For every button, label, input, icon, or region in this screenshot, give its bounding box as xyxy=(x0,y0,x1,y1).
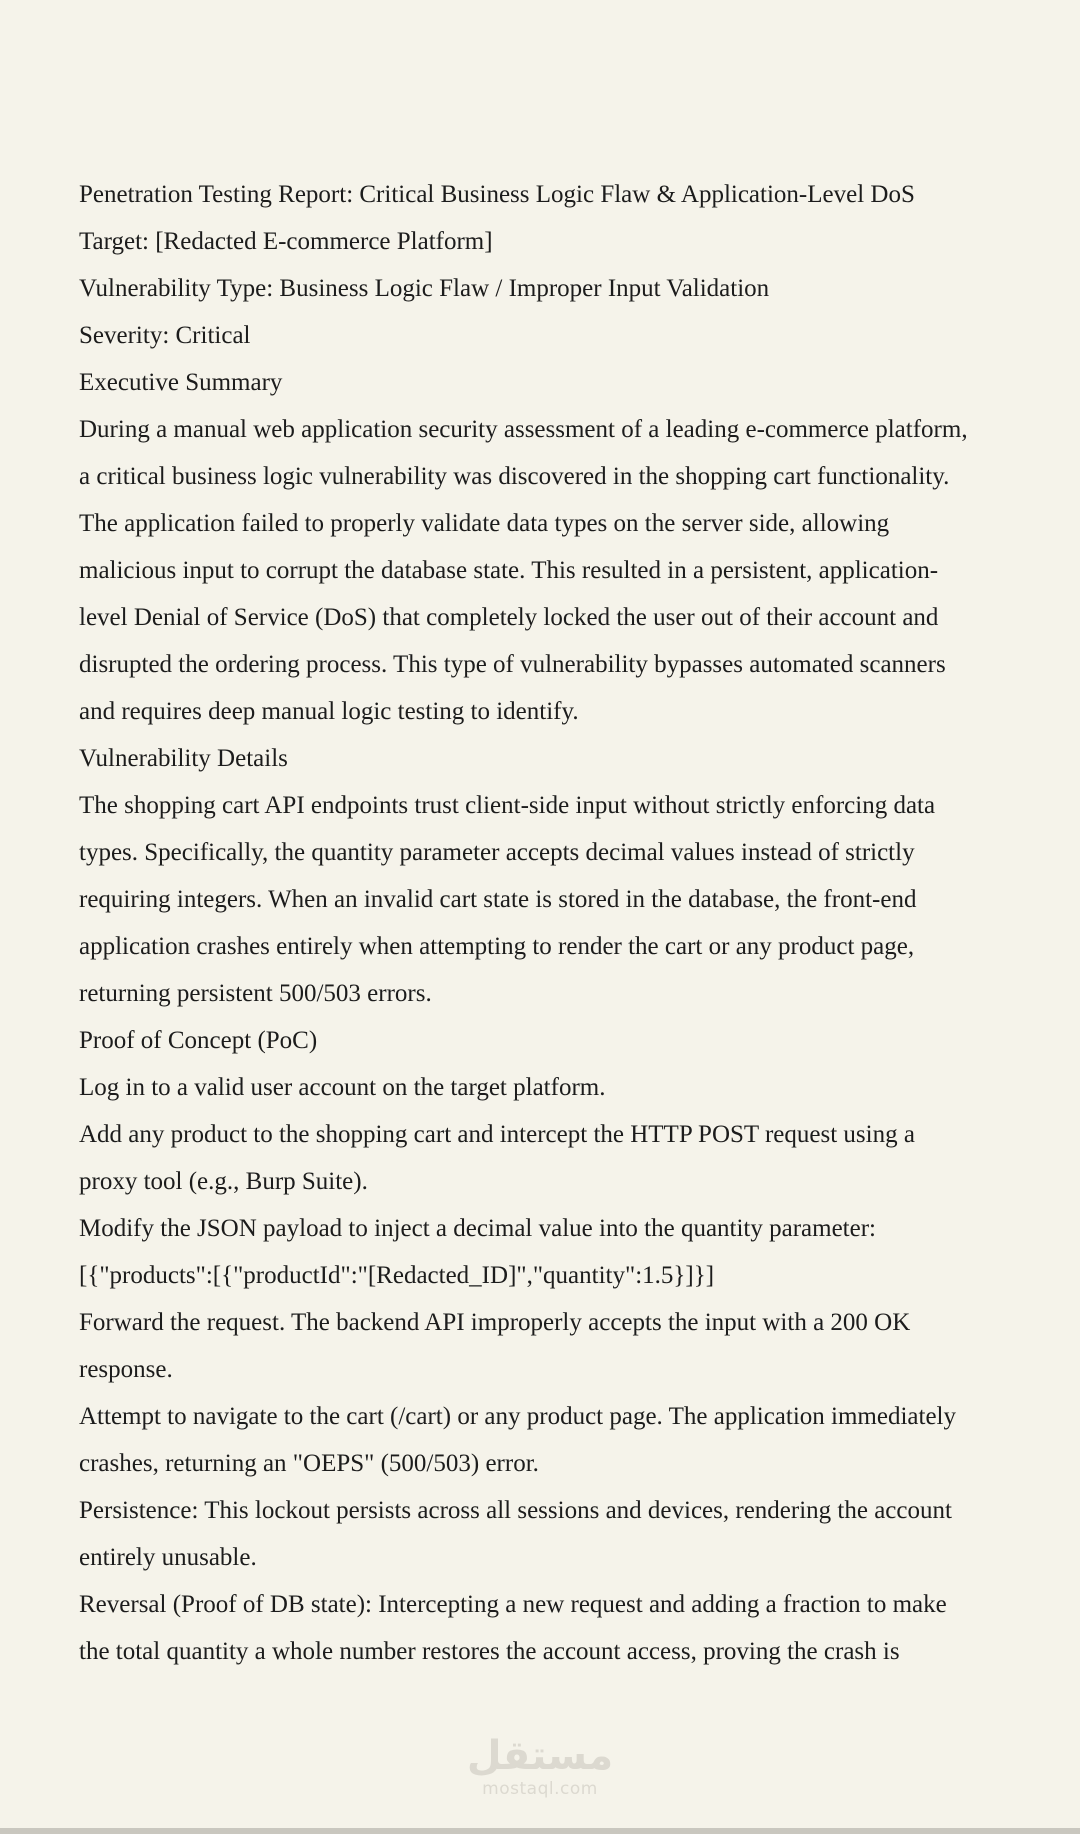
executive-summary-line: malicious input to corrupt the database state. This resulted in a persistent, application- xyxy=(79,557,939,584)
watermark-logo: مستقل xyxy=(466,1733,614,1779)
poc-step-line: Add any product to the shopping cart and intercept the HTTP POST request using a xyxy=(79,1121,915,1148)
vulnerability-details-line: returning persistent 500/503 errors. xyxy=(79,980,432,1007)
vulnerability-details-line: requiring integers. When an invalid cart state is stored in the database, the front-end xyxy=(79,886,917,913)
persistence-line: entirely unusable. xyxy=(79,1544,257,1571)
section-heading-vulnerability-details: Vulnerability Details xyxy=(79,745,288,772)
persistence-line: Persistence: This lockout persists across all sessions and devices, rendering the account xyxy=(79,1497,952,1524)
report-document xyxy=(79,171,1019,1675)
section-heading-proof-of-concept: Proof of Concept (PoC) xyxy=(79,1027,318,1054)
poc-step-line: Attempt to navigate to the cart (/cart) or any product page. The application immediately xyxy=(79,1403,957,1430)
executive-summary-line: The application failed to properly validate data types on the server side, allowing xyxy=(79,510,890,537)
vulnerability-type-line: Vulnerability Type: Business Logic Flaw / Improper Input Validation xyxy=(79,275,770,302)
executive-summary-line: a critical business logic vulnerability was discovered in the shopping cart functionality. xyxy=(79,463,950,490)
executive-summary-line: level Denial of Service (DoS) that completely locked the user out of their account and xyxy=(79,604,939,631)
watermark-site: mostaql.com xyxy=(482,1779,598,1799)
target-line: Target: [Redacted E-commerce Platform] xyxy=(79,228,493,255)
executive-summary-line: During a manual web application security assessment of a leading e-commerce platform, xyxy=(79,416,968,443)
report-title: Penetration Testing Report: Critical Business Logic Flaw & Application-Level DoS xyxy=(79,181,915,208)
json-payload-line: [{"products":[{"productId":"[Redacted_ID]","quantity":1.5}]}] xyxy=(79,1262,715,1289)
severity-line: Severity: Critical xyxy=(79,322,251,349)
vulnerability-details-line: types. Specifically, the quantity parameter accepts decimal values instead of strictly xyxy=(79,839,915,866)
poc-step-line: proxy tool (e.g., Burp Suite). xyxy=(79,1168,368,1195)
reversal-line: the total quantity a whole number restores the account access, proving the crash is xyxy=(79,1638,900,1665)
poc-step-line: response. xyxy=(79,1356,173,1383)
executive-summary-line: and requires deep manual logic testing to identify. xyxy=(79,698,579,725)
poc-step-line: crashes, returning an "OEPS" (500/503) error. xyxy=(79,1450,539,1477)
bottom-edge-bar xyxy=(0,1828,1080,1834)
poc-step-line: Forward the request. The backend API improperly accepts the input with a 200 OK xyxy=(79,1309,911,1336)
reversal-line: Reversal (Proof of DB state): Intercepting a new request and adding a fraction to make xyxy=(79,1591,947,1618)
mostaql-watermark xyxy=(0,1733,1080,1799)
vulnerability-details-line: application crashes entirely when attempting to render the cart or any product page, xyxy=(79,933,915,960)
poc-step-line: Modify the JSON payload to inject a decimal value into the quantity parameter: xyxy=(79,1215,876,1242)
poc-step-line: Log in to a valid user account on the target platform. xyxy=(79,1074,606,1101)
executive-summary-line: disrupted the ordering process. This type of vulnerability bypasses automated scanners xyxy=(79,651,946,678)
section-heading-executive-summary: Executive Summary xyxy=(79,369,283,396)
vulnerability-details-line: The shopping cart API endpoints trust client-side input without strictly enforcing data xyxy=(79,792,936,819)
